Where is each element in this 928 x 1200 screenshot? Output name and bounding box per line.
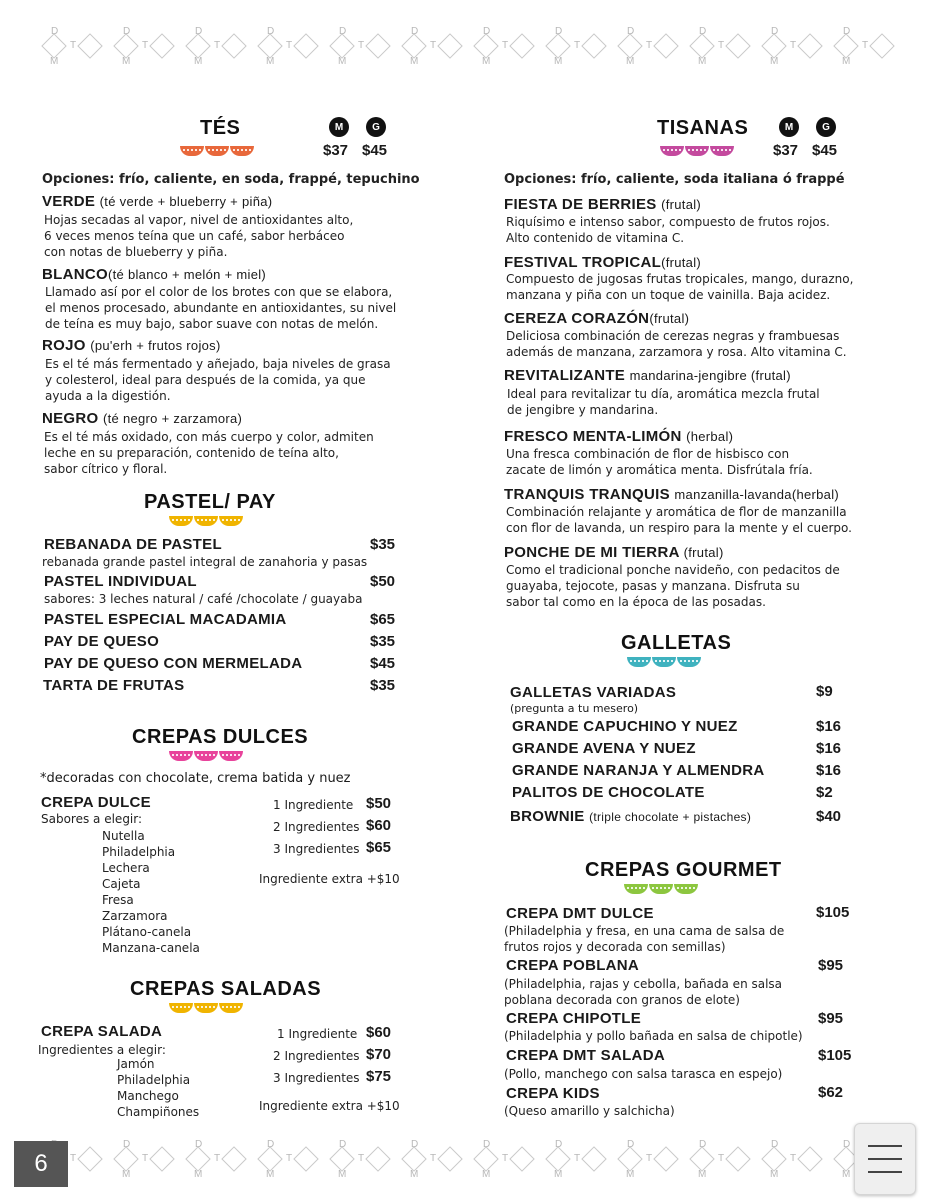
tisanas-price-g: $45 — [812, 142, 838, 159]
menu-item-desc: (Philadelphia, rajas y cebolla, bañada en salsa poblana decorada con granos de elote) — [504, 977, 783, 1007]
pattern-motif: T — [792, 1141, 828, 1177]
menu-item-price: $35 — [370, 536, 396, 553]
pattern-motif: D M — [324, 28, 360, 64]
menu-item-price: $95 — [818, 957, 844, 974]
pattern-motif: T — [864, 28, 900, 64]
pattern-motif: T — [648, 1141, 684, 1177]
pattern-motif: D M — [468, 1141, 504, 1177]
menu-item-name: PASTEL ESPECIAL MACADAMIA — [44, 611, 287, 628]
menu-item-price: $50 — [370, 573, 396, 590]
menu-item-price: $2 — [816, 784, 833, 801]
pattern-motif: T — [216, 28, 252, 64]
menu-item-name: CREPA KIDS — [506, 1085, 600, 1102]
menu-item-desc: (Queso amarillo y salchicha) — [504, 1104, 675, 1118]
menu-item-price: $16 — [816, 740, 842, 757]
crepas-dulces-title: CREPAS DULCES — [132, 726, 309, 748]
menu-item-name: GRANDE AVENA Y NUEZ — [512, 740, 696, 757]
menu-item-price: $9 — [816, 683, 833, 700]
menu-item-name: PALITOS DE CHOCOLATE — [512, 784, 705, 801]
menu-item-name: PAY DE QUESO CON MERMELADA — [44, 655, 303, 672]
menu-item-desc: Compuesto de jugosas frutas tropicales, mango, durazno, manzana y piña con un toque de vainilla. Baja acidez. — [506, 272, 854, 302]
menu-item-name: BLANCO(té blanco + melón + miel) — [42, 266, 267, 283]
flavors-label: Sabores a elegir: — [41, 812, 143, 826]
size-g-badge: G — [816, 117, 836, 137]
bottom-pattern-band — [36, 1139, 900, 1180]
menu-item-name: TRANQUIS TRANQUIS manzanilla-lavanda(herbal) — [504, 486, 840, 503]
tisanas-price-m: $37 — [773, 142, 799, 159]
menu-item-name: GRANDE NARANJA Y ALMENDRA — [512, 762, 765, 779]
menu-item-name: CEREZA CORAZÓN(frutal) — [504, 310, 690, 327]
menu-item-desc: Como el tradicional ponche navideño, con pedacitos de guayaba, tejocote, pasas y manzana. Disfruta su sabor tal como en la época de las posadas. — [506, 563, 840, 609]
pattern-motif: D M — [252, 28, 288, 64]
menu-item-name: REVITALIZANTE mandarina-jengibre (frutal) — [504, 367, 791, 384]
menu-item-price: $105 — [818, 1047, 852, 1064]
pattern-motif: D M — [180, 28, 216, 64]
menu-item-desc: rebanada grande pastel integral de zanahoria y pasas — [42, 555, 368, 569]
menu-item-name: FRESCO MENTA-LIMÓN (herbal) — [504, 428, 734, 445]
ingredients-label: Ingredientes a elegir: — [38, 1043, 166, 1057]
menu-item-price: $16 — [816, 762, 842, 779]
size-m-badge: M — [779, 117, 799, 137]
price-option-value: $50 — [366, 795, 392, 812]
menu-item-name: VERDE (té verde + blueberry + piña) — [42, 193, 273, 210]
crepas-dulces-ornament — [169, 751, 243, 761]
price-option-label: 2 Ingredientes — [273, 1049, 360, 1063]
pattern-motif: T — [720, 1141, 756, 1177]
menu-button[interactable] — [854, 1123, 916, 1195]
menu-item-name: PONCHE DE MI TIERRA (frutal) — [504, 544, 724, 561]
pattern-motif: D M — [324, 1141, 360, 1177]
pastel-title: PASTEL/ PAY — [144, 491, 276, 513]
crepas-saladas-ornament — [169, 1003, 243, 1013]
crepas-saladas-title: CREPAS SALADAS — [130, 978, 322, 1000]
menu-item-name: BROWNIE (triple chocolate + pistaches) — [510, 808, 752, 825]
menu-item-price: $65 — [370, 611, 396, 628]
menu-item-name: CREPA DULCE — [41, 794, 151, 811]
page-number: 6 — [14, 1141, 68, 1187]
pattern-motif: T — [504, 28, 540, 64]
menu-item-name: FIESTA DE BERRIES (frutal) — [504, 196, 702, 213]
menu-item-price: $40 — [816, 808, 842, 825]
crepas-gourmet-title: CREPAS GOURMET — [585, 859, 782, 881]
pattern-motif: T — [144, 1141, 180, 1177]
pattern-motif: D M — [612, 28, 648, 64]
pattern-motif: D M — [684, 1141, 720, 1177]
crepas-gourmet-ornament — [624, 884, 698, 894]
pattern-motif: D M — [756, 1141, 792, 1177]
pattern-motif: D M — [396, 1141, 432, 1177]
price-option-value: $70 — [366, 1046, 392, 1063]
menu-item-name: CREPA DMT SALADA — [506, 1047, 665, 1064]
pattern-motif: D M — [396, 28, 432, 64]
price-option-value: $75 — [366, 1068, 392, 1085]
pattern-motif: D M — [540, 1141, 576, 1177]
menu-item-desc: (Philadelphia y pollo bañada en salsa de chipotle) — [504, 1029, 803, 1043]
price-option-label: 1 Ingrediente — [273, 798, 354, 812]
menu-item-name: CREPA DMT DULCE — [506, 905, 654, 922]
menu-item-name: GALLETAS VARIADAS — [510, 684, 677, 701]
pattern-motif: D M — [36, 28, 72, 64]
pattern-motif: T — [360, 1141, 396, 1177]
menu-item-name: TARTA DE FRUTAS — [43, 677, 185, 694]
pastel-ornament — [169, 516, 243, 526]
price-option-label: 3 Ingredientes — [273, 1071, 360, 1085]
menu-item-price: $35 — [370, 677, 396, 694]
menu-item-desc: Ideal para revitalizar tu día, aromática mezcla frutal de jengibre y mandarina. — [507, 387, 820, 417]
menu-item-price: $95 — [818, 1010, 844, 1027]
menu-item-desc: (pregunta a tu mesero) — [510, 702, 639, 715]
menu-item-name: PAY DE QUESO — [44, 633, 160, 650]
pattern-motif: D M — [684, 28, 720, 64]
tes-price-g: $45 — [362, 142, 388, 159]
menu-item-price: $45 — [370, 655, 396, 672]
price-option-label: 1 Ingrediente — [277, 1027, 358, 1041]
pattern-motif: T — [72, 28, 108, 64]
menu-item-desc: Riquísimo e intenso sabor, compuesto de frutos rojos. Alto contenido de vitamina C. — [506, 215, 830, 245]
menu-item-desc: (Pollo, manchego con salsa tarasca en espejo) — [504, 1067, 783, 1081]
menu-item-desc: (Philadelphia y fresa, en una cama de salsa de frutos rojos y decorada con semillas) — [504, 924, 785, 954]
price-option-value: $60 — [366, 817, 392, 834]
menu-item-price: $62 — [818, 1084, 844, 1101]
price-option-label: 3 Ingredientes — [273, 842, 360, 856]
menu-item-desc: Es el té más oxidado, con más cuerpo y color, admiten leche en su preparación, contenido de teína alto, sabor cítrico y floral. — [44, 430, 374, 476]
pattern-motif: D M — [108, 1141, 144, 1177]
ingredients-list: Jamón Philadelphia Manchego Champiñones — [117, 1057, 200, 1119]
pattern-motif: T — [792, 28, 828, 64]
pattern-motif: T — [144, 28, 180, 64]
menu-item-desc: Combinación relajante y aromática de flor de manzanilla con flor de lavanda, un respiro para la mente y el cuerpo. — [506, 505, 852, 535]
menu-item-price: $35 — [370, 633, 396, 650]
menu-item-desc: sabores: 3 leches natural / café /chocolate / guayaba — [44, 592, 363, 606]
menu-item-price: $105 — [816, 904, 850, 921]
menu-item-name: CREPA CHIPOTLE — [506, 1010, 642, 1027]
menu-item-desc: Hojas secadas al vapor, nivel de antioxidantes alto, 6 veces menos teína que un café, sabor herbáceo con notas de blueberry y piña. — [44, 213, 354, 259]
top-pattern-band — [36, 26, 900, 67]
price-option-label: 2 Ingredientes — [273, 820, 360, 834]
size-m-badge: M — [329, 117, 349, 137]
tisanas-ornament — [660, 146, 734, 156]
pattern-motif: T — [648, 28, 684, 64]
menu-item-name: PASTEL INDIVIDUAL — [44, 573, 197, 590]
tes-options: Opciones: frío, caliente, en soda, frappé, tepuchino — [42, 172, 420, 187]
pattern-motif: T — [504, 1141, 540, 1177]
pattern-motif: D M — [540, 28, 576, 64]
pattern-motif: T — [288, 28, 324, 64]
menu-item-desc: Una fresca combinación de flor de hisbisco con zacate de limón y aromática menta. Disfrútala fría. — [506, 447, 813, 477]
pattern-motif: D M — [108, 28, 144, 64]
pattern-motif: D M — [252, 1141, 288, 1177]
pattern-motif: D M — [180, 1141, 216, 1177]
menu-item-name: REBANADA DE PASTEL — [44, 536, 222, 553]
menu-item-desc: Deliciosa combinación de cerezas negras y frambuesas además de manzana, zarzamora y rosa. Alto vitamina C. — [506, 329, 847, 359]
pattern-motif: D M — [828, 1141, 864, 1177]
extra-ingredient: Ingrediente extra +$10 — [259, 872, 400, 886]
pattern-motif: D M — [612, 1141, 648, 1177]
menu-item-name: ROJO (pu'erh + frutos rojos) — [42, 337, 221, 354]
pattern-motif: T — [360, 28, 396, 64]
pattern-motif: T — [216, 1141, 252, 1177]
tisanas-options: Opciones: frío, caliente, soda italiana ó frappé — [504, 172, 845, 187]
menu-item-price: $16 — [816, 718, 842, 735]
flavors-list: Nutella Philadelphia Lechera Cajeta Fresa Zarzamora Plátano-canela Manzana-canela — [102, 829, 200, 955]
crepas-dulces-note: *decoradas con chocolate, crema batida y nuez — [40, 771, 351, 786]
galletas-ornament — [627, 657, 701, 667]
pattern-motif: D M — [756, 28, 792, 64]
menu-item-name: FESTIVAL TROPICAL(frutal) — [504, 254, 702, 271]
size-g-badge: G — [366, 117, 386, 137]
pattern-motif: T — [72, 1141, 108, 1177]
menu-item-name: NEGRO (té negro + zarzamora) — [42, 410, 243, 427]
menu-item-name: GRANDE CAPUCHINO Y NUEZ — [512, 718, 738, 735]
extra-ingredient: Ingrediente extra +$10 — [259, 1099, 400, 1113]
pattern-motif: D M — [468, 28, 504, 64]
price-option-value: $60 — [366, 1024, 392, 1041]
menu-item-name: CREPA SALADA — [41, 1023, 163, 1040]
price-option-value: $65 — [366, 839, 392, 856]
pattern-motif: T — [576, 1141, 612, 1177]
tes-price-m: $37 — [323, 142, 349, 159]
pattern-motif: T — [288, 1141, 324, 1177]
tisanas-title: TISANAS — [657, 117, 749, 139]
menu-item-name: CREPA POBLANA — [506, 957, 640, 974]
galletas-title: GALLETAS — [621, 632, 732, 654]
pattern-motif: D M — [828, 28, 864, 64]
tes-title: TÉS — [200, 117, 241, 139]
pattern-motif: T — [720, 28, 756, 64]
pattern-motif: T — [432, 28, 468, 64]
tes-ornament — [180, 146, 254, 156]
pattern-motif: T — [432, 1141, 468, 1177]
menu-item-desc: Es el té más fermentado y añejado, baja niveles de grasa y colesterol, ideal para después de la comida, ya que ayuda a la digestión. — [45, 357, 391, 403]
menu-item-desc: Llamado así por el color de los brotes con que se elabora, el menos procesado, abundante en antioxidantes, su nivel de teína es muy bajo, sabor suave con notas de melón. — [45, 285, 397, 331]
pattern-motif: T — [576, 28, 612, 64]
